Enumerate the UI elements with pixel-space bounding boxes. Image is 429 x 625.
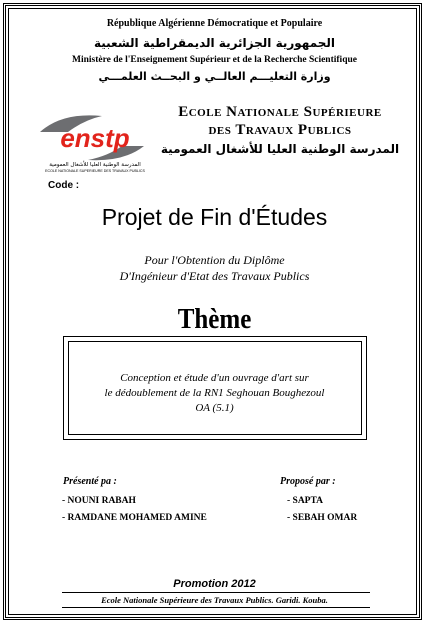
- logo-subtext-ar: المدرسة الوطنية العليا للأشغال العمومية: [49, 162, 141, 168]
- school-name-line1: Ecole Nationale Supérieure: [178, 104, 382, 120]
- proposed-label: Proposé par :: [280, 476, 336, 487]
- logo-text: enstp: [60, 123, 130, 153]
- presenter-1: - NOUNI RABAH: [62, 496, 136, 506]
- code-label: Code :: [48, 180, 80, 191]
- theme-line-2: le dédoublement de la RN1 Seghouan Boughezoul: [104, 387, 325, 399]
- enstp-logo: [32, 110, 158, 174]
- school-name-ar: المدرسة الوطنية العليا للأشغال العمومية: [160, 142, 400, 156]
- subtitle-line2: D'Ingénieur d'Etat des Travaux Publics: [119, 269, 310, 283]
- school-name-line2: des Travaux Publics: [208, 122, 352, 138]
- logo-subtext-fr: ECOLE NATIONALE SUPERIEURE DES TRAVAUX PUBLICS: [45, 169, 145, 173]
- enstp-logo-graphic: [32, 110, 158, 174]
- proposer-2: - SEBAH OMAR: [287, 513, 358, 523]
- theme-heading: Thème: [177, 303, 252, 335]
- proposer-1: - SAPTA: [287, 496, 323, 506]
- republic-fr: République Algérienne Démocratique et Populaire: [106, 18, 323, 29]
- promotion: Promotion 2012: [173, 578, 256, 590]
- footer-rule-top: [62, 592, 370, 593]
- ministry-fr: Ministère de l'Enseignement Supérieur et de la Recherche Scientifique: [72, 55, 357, 65]
- theme-line-1: Conception et étude d'un ouvrage d'art sur: [120, 372, 309, 384]
- presented-label: Présenté pa :: [63, 476, 117, 487]
- page-title: Projet de Fin d'Études: [101, 204, 328, 230]
- theme-line-3: OA (5.1): [195, 402, 234, 414]
- footer-text: Ecole Nationale Supérieure des Travaux Publics. Garidi. Kouba.: [101, 595, 328, 605]
- subtitle-line1: Pour l'Obtention du Diplôme: [144, 253, 285, 267]
- ministry-ar: وزارة التعليـــم العالــي و البحــث العلمـــي: [98, 70, 331, 83]
- footer-rule-bottom: [62, 607, 370, 608]
- presenter-2: - RAMDANE MOHAMED AMINE: [62, 513, 207, 523]
- republic-ar: الجمهورية الجزائرية الديمقراطية الشعبية: [93, 36, 336, 50]
